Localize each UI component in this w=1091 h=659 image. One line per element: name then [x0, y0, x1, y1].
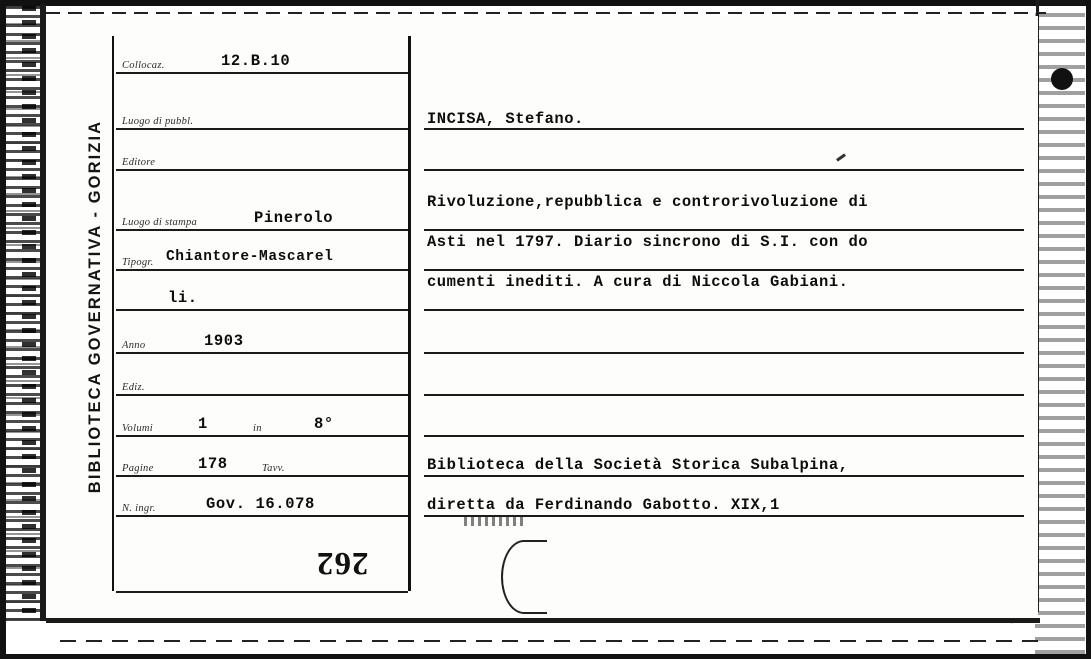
ruled-line-pagine — [116, 475, 408, 477]
field-label-ediz: Ediz. — [122, 382, 145, 393]
ruled-line-tipografo-cont — [116, 309, 408, 311]
field-value-tipografo: Chiantore-Mascarel — [166, 249, 334, 265]
field-label-pagine: Pagine — [122, 463, 154, 474]
field-label-tipografo: Tipogr. — [122, 257, 154, 268]
field-value-tipografo-cont: li. — [168, 289, 198, 307]
entry-title-line-2: Asti nel 1797. Diario sincrono di S.I. con do — [427, 233, 869, 251]
field-value-collocazione: 12.B.10 — [221, 52, 291, 70]
ruled-line-collocazione — [116, 72, 408, 74]
ink-smudge-mark — [464, 516, 524, 526]
ruled-line-n-ingresso — [116, 515, 408, 517]
ruled-line-editore — [116, 169, 408, 171]
ruled-line-ediz — [116, 394, 408, 396]
card-edge-shadow-bottom — [46, 618, 1040, 623]
card-vertical-rule-middle — [408, 36, 411, 591]
ruled-line-title-3 — [424, 309, 1024, 311]
field-value-anno: 1903 — [204, 332, 244, 350]
entry-title-line-3: cumenti inediti. A cura di Niccola Gabiani. — [427, 273, 849, 291]
scan-border-bottom — [0, 654, 1091, 659]
field-value-luogo-stampa: Pinerolo — [254, 209, 334, 227]
hole-punch-mark — [1051, 68, 1073, 90]
field-value-formato: 8° — [314, 415, 334, 433]
ruled-line-tipografo — [116, 269, 408, 271]
field-label-tavole: Tavv. — [262, 463, 285, 474]
scan-dashed-line-bottom — [60, 640, 1040, 642]
field-label-anno: Anno — [122, 340, 146, 351]
field-label-in: in — [253, 423, 262, 434]
handwritten-inventory-number: 262 — [316, 545, 369, 581]
ruled-line-author — [424, 128, 1024, 130]
field-label-luogo-pubbl: Luogo di pubbl. — [122, 116, 194, 127]
entry-series-line-2: diretta da Ferdinando Gabotto. XIX,1 — [427, 496, 780, 514]
field-value-volumi: 1 — [198, 415, 208, 433]
ruled-line-anno — [116, 352, 408, 354]
ruled-line-right-6 — [424, 352, 1024, 354]
ruled-line-title-1 — [424, 229, 1024, 231]
scan-border-top — [0, 0, 1091, 6]
ink-speck-mark — [836, 153, 846, 161]
field-label-n-ingresso: N. ingr. — [122, 503, 156, 514]
scan-border-right — [1086, 0, 1091, 659]
field-value-n-ingresso: Gov. 16.078 — [206, 495, 315, 513]
ruled-line-right-8 — [424, 435, 1024, 437]
entry-title-line-1: Rivoluzione,repubblica e controrivoluzione di — [427, 193, 869, 211]
field-value-pagine: 178 — [198, 455, 228, 473]
scan-noise-band-left-inner — [22, 6, 36, 621]
pencil-arc-mark — [501, 540, 547, 614]
ruled-line-luogo-pubbl — [116, 128, 408, 130]
card-vertical-rule-left — [112, 36, 114, 591]
field-label-volumi: Volumi — [122, 423, 153, 434]
ruled-line-volumi — [116, 435, 408, 437]
catalogue-card — [46, 16, 1038, 618]
entry-series-line-1: Biblioteca della Società Storica Subalpina, — [427, 456, 849, 474]
ruled-line-luogo-stampa — [116, 229, 408, 231]
ruled-line-title-2 — [424, 269, 1024, 271]
field-label-luogo-stampa: Luogo di stampa — [122, 217, 198, 228]
library-name-text: BIBLIOTECA GOVERNATIVA - GORIZIA — [86, 119, 105, 493]
ruled-line-series-1 — [424, 475, 1024, 477]
field-label-editore: Editore — [122, 157, 156, 168]
field-label-collocazione: Collocaz. — [122, 60, 165, 71]
ruled-line-bottom-left — [116, 591, 408, 593]
ruled-line-right-2 — [424, 169, 1024, 171]
entry-author: INCISA, Stefano. — [427, 110, 584, 128]
ruled-line-right-7 — [424, 394, 1024, 396]
scan-dashed-line-top — [46, 12, 1046, 14]
library-spine — [76, 56, 116, 556]
